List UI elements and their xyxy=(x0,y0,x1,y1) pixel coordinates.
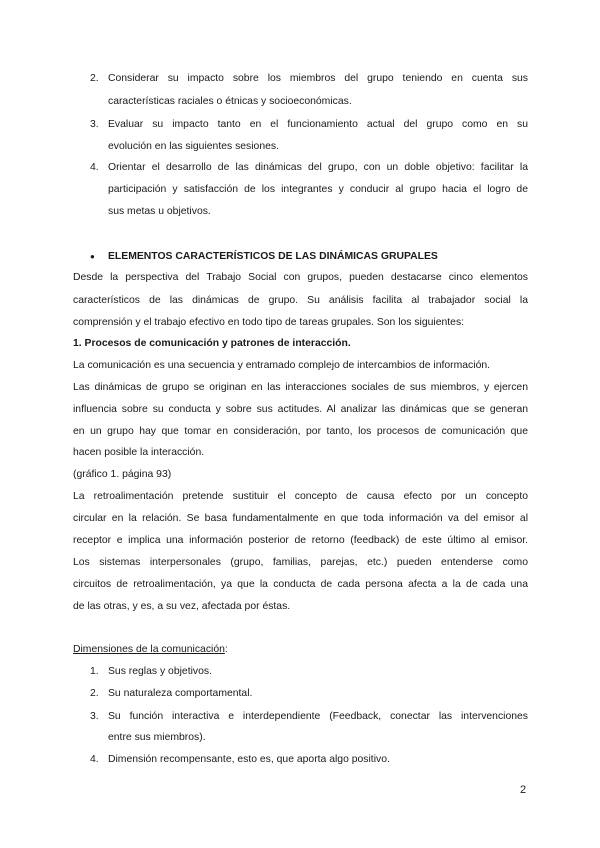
paragraph-line: hacen posible la interacción. xyxy=(73,447,205,458)
list-item-line: Su función interactiva e interdependiente (Feedback, conectar las intervenciones xyxy=(108,711,528,722)
list-item-line: Dimensión recompensante, esto es, que aporta algo positivo. xyxy=(108,754,390,765)
paragraph-line: Las dinámicas de grupo se originan en las interacciones sociales de sus miembros, y ejercen xyxy=(73,382,528,393)
list-item-line: características raciales o étnicas y socioeconómicas. xyxy=(108,96,352,107)
dimensions-heading xyxy=(73,643,228,657)
paragraph-line: Desde la perspectiva del Trabajo Social con grupos, pueden destacarse cinco elementos xyxy=(73,272,528,283)
subheading: 1. Procesos de comunicación y patrones de interacción. xyxy=(73,338,351,349)
paragraph-line: en un grupo hay que tomar en consideración, por tanto, los procesos de comunicación que xyxy=(73,426,528,437)
bullet-icon: ● xyxy=(90,252,95,261)
list-item-line: sus metas u objetivos. xyxy=(108,206,211,217)
dimensions-heading-colon: : xyxy=(224,644,228,655)
dimensions-heading-text: Dimensiones de la comunicación xyxy=(73,644,225,655)
paragraph-line: La comunicación es una secuencia y entramado complejo de intercambios de información. xyxy=(73,360,491,371)
list-number: 1. xyxy=(90,666,99,677)
list-item-line: Sus reglas y objetivos. xyxy=(108,666,212,677)
list-number: 3. xyxy=(90,711,99,722)
list-number: 2. xyxy=(90,688,99,699)
section-heading: ELEMENTOS CARACTERÍSTICOS DE LAS DINÁMICAS GRUPALES xyxy=(108,251,438,262)
list-item-line: Considerar su impacto sobre los miembros del grupo teniendo en cuenta sus xyxy=(108,73,528,84)
list-item-line: Evaluar su impacto tanto en el funcionamiento actual del grupo como en su xyxy=(108,119,528,130)
list-item-line: Orientar el desarrollo de las dinámicas del grupo, con un doble objetivo: facilitar la xyxy=(108,162,528,173)
list-item-line: participación y satisfacción de los integrantes y conducir al grupo hacia el logro de xyxy=(108,184,528,195)
list-number: 3. xyxy=(90,119,99,130)
paragraph-line: influencia sobre su conducta y sobre sus actitudes. Al analizar las dinámicas que se generan xyxy=(73,404,528,415)
list-item-line: entre sus miembros). xyxy=(108,732,206,743)
paragraph-line: La retroalimentación pretende sustituir el concepto de causa efecto por un concepto xyxy=(73,491,528,502)
list-item-line: evolución en las siguientes sesiones. xyxy=(108,141,279,152)
page-number: 2 xyxy=(520,784,527,796)
paragraph-line: circular en la relación. Se basa fundamentalmente en que toda información va del emisor al xyxy=(73,513,528,524)
list-number: 2. xyxy=(90,73,99,84)
figure-reference: (gráfico 1. página 93) xyxy=(73,469,172,480)
list-number: 4. xyxy=(90,162,99,173)
paragraph-line: circuitos de retroalimentación, ya que la conducta de cada persona afecta a la de cada una xyxy=(73,579,528,590)
paragraph-line: Los sistemas interpersonales (grupo, familias, parejas, etc.) pueden entenderse como xyxy=(73,557,528,568)
list-item-line: Su naturaleza comportamental. xyxy=(108,688,253,699)
paragraph-line: receptor e implica una información posterior de retorno (feedback) de este último al emisor. xyxy=(73,535,528,546)
paragraph-line: característicos de las dinámicas de grupo. Su análisis facilita al trabajador social la xyxy=(73,295,528,306)
paragraph-line: de las otras, y es, a su vez, afectada por éstas. xyxy=(73,601,291,612)
paragraph-line: comprensión y el trabajo efectivo en todo tipo de tareas grupales. Son los siguientes: xyxy=(73,317,465,328)
list-number: 4. xyxy=(90,754,99,765)
